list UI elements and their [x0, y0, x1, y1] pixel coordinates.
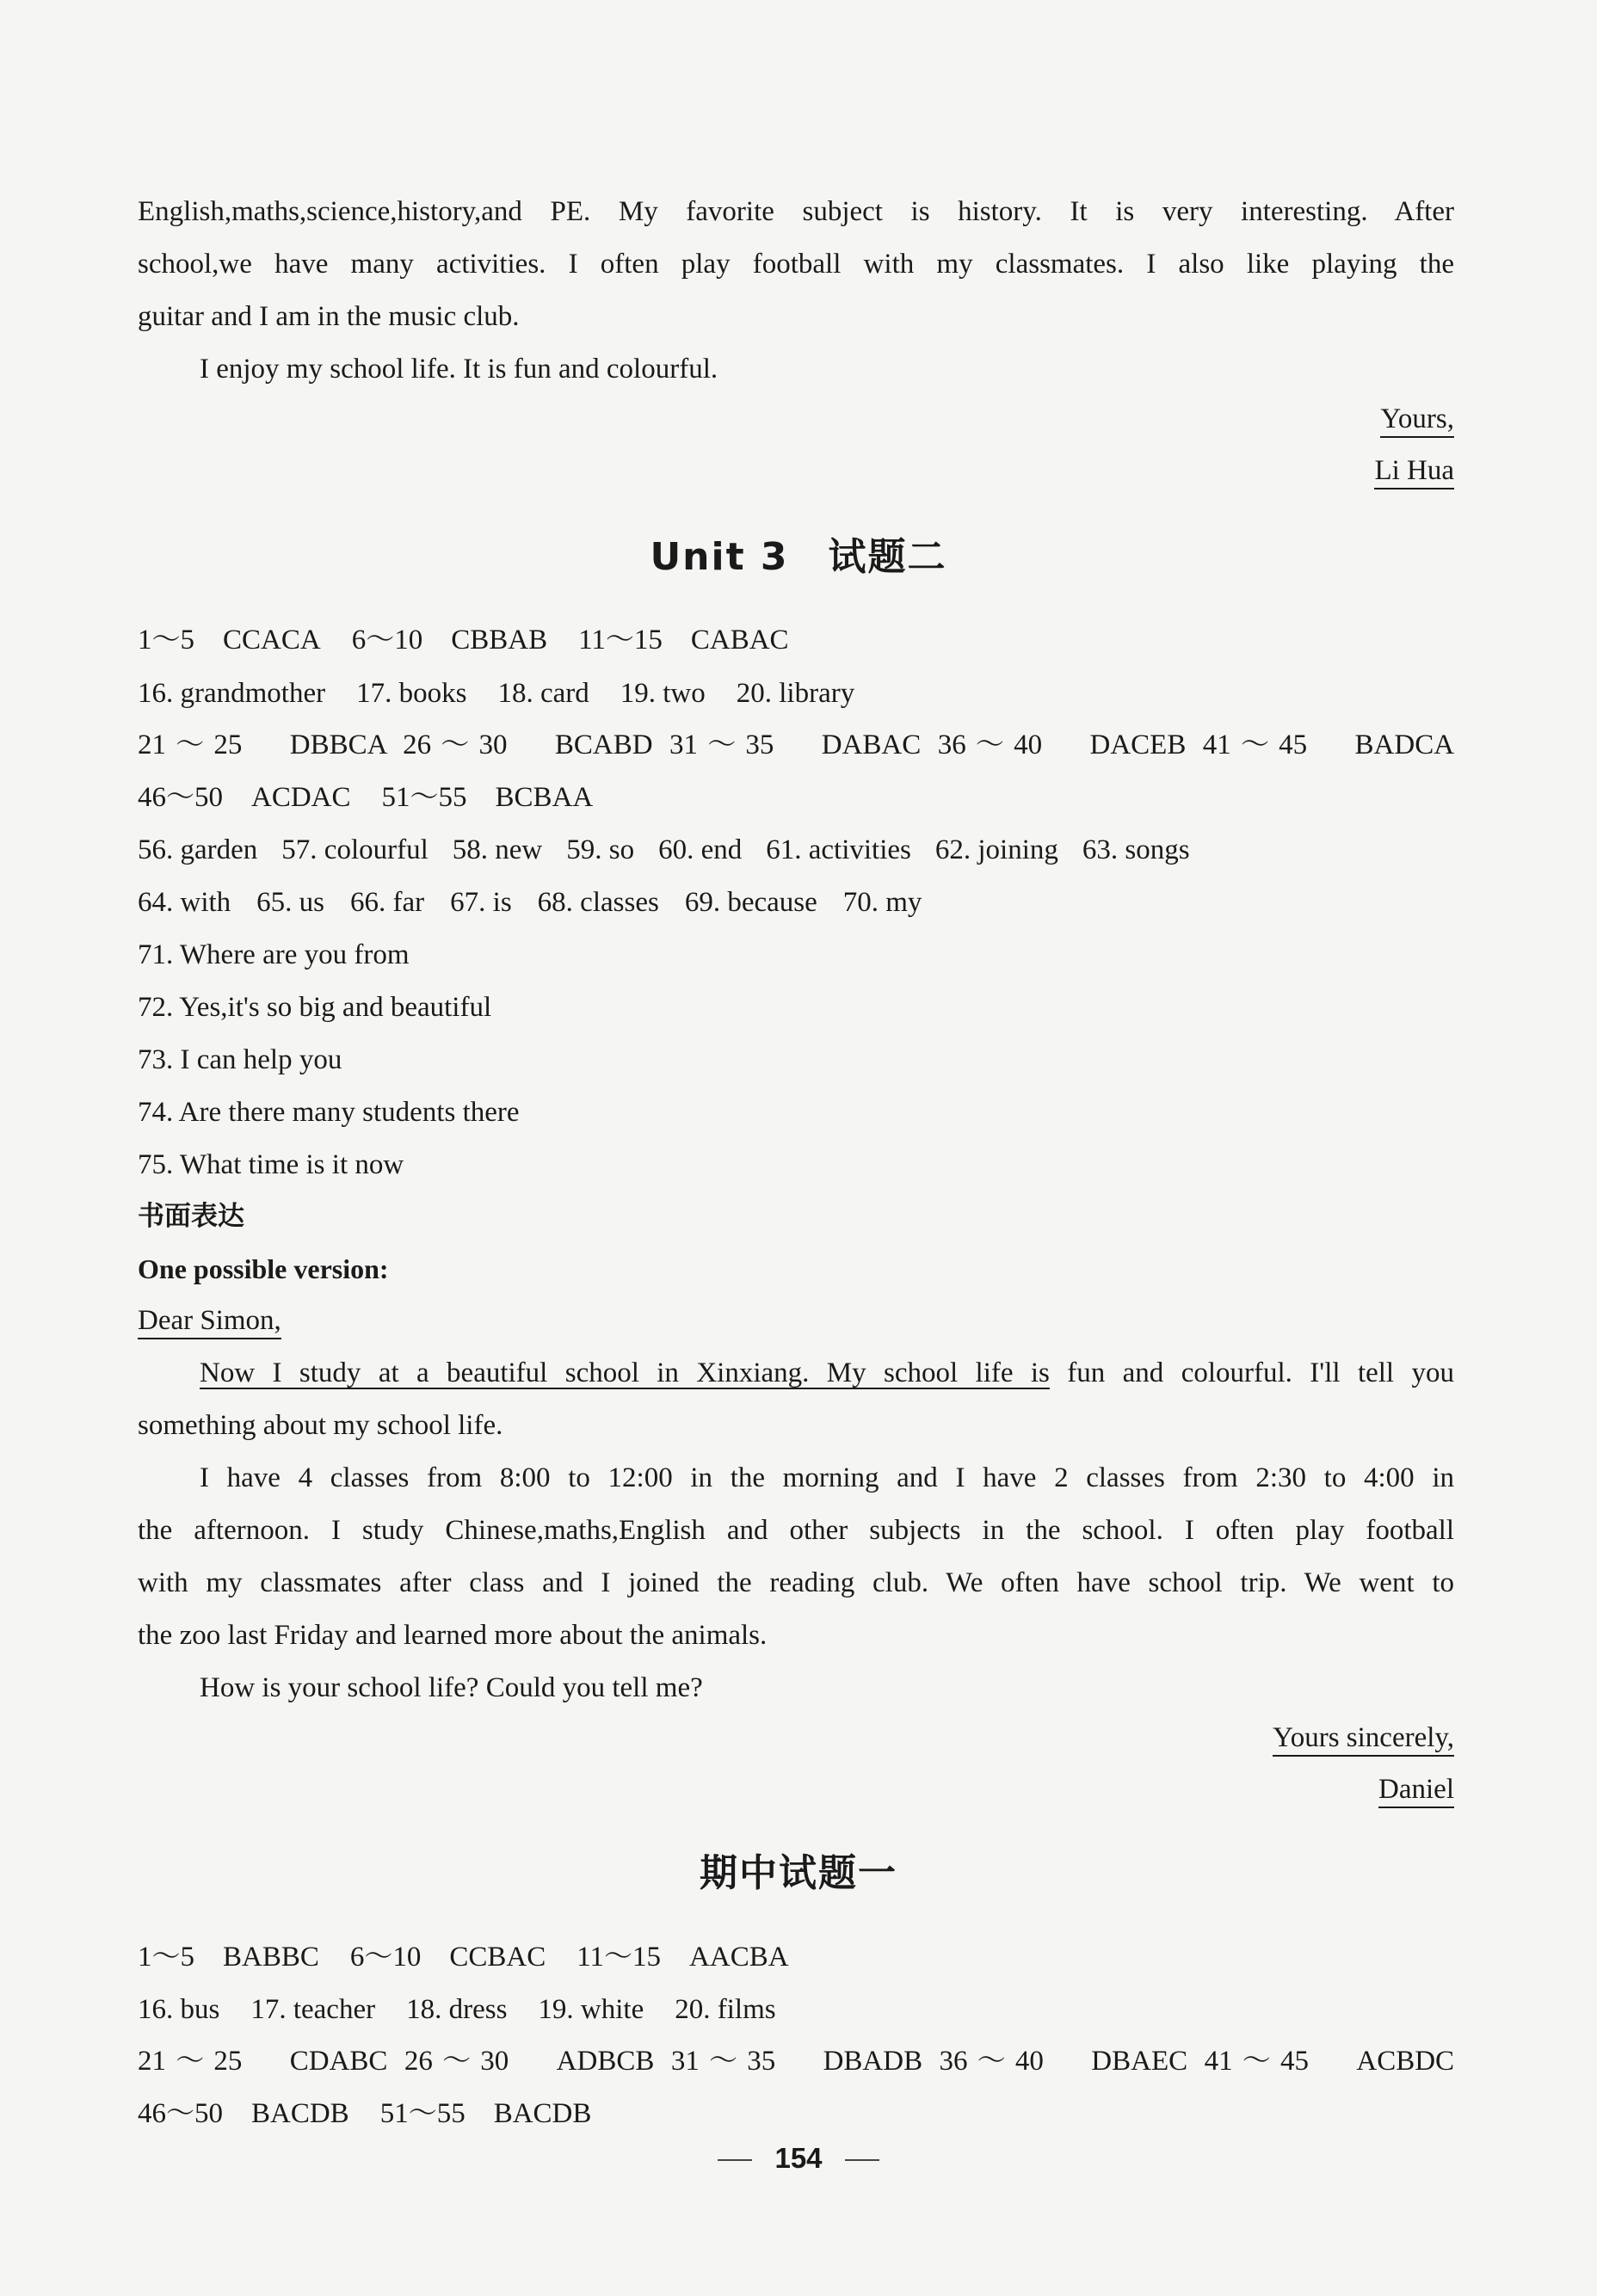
answer-item: 19. white	[538, 1994, 644, 2025]
salutation-line	[138, 1303, 1454, 1339]
answer-item: 67. is	[450, 887, 512, 918]
answer-group: 36～40 DACEB	[937, 729, 1187, 760]
midterm-row-3	[138, 2044, 1454, 2078]
letter-p3: How is your school life? Could you tell me?	[200, 1672, 703, 1703]
answer-item: 65. us	[256, 887, 325, 918]
answer-item: 18. card	[497, 678, 589, 709]
dash-left	[718, 2159, 752, 2161]
answer-item: 59. so	[566, 834, 635, 865]
answer-group: 21～25 DBBCA	[138, 729, 386, 760]
letter-p2-line3: with my classmates after class and I joined the reading club. We often have school trip. We went to	[138, 1567, 1454, 1598]
signature-daniel: Daniel	[1378, 1774, 1454, 1808]
answer-group: 11～15 CABAC	[578, 625, 789, 656]
midterm-title: 期中试题一	[700, 1851, 897, 1895]
intro-line-2: school,we have many activities. I often play football with my classmates. I also like playing the	[138, 249, 1454, 280]
intro-signoff	[138, 402, 1454, 438]
letter-p2-line2: the afternoon. I study Chinese,maths,English and other subjects in the school. I often play football	[138, 1515, 1454, 1546]
answer-group: 11～15 AACBA	[577, 1942, 789, 1973]
letter-p2-line4: the zoo last Friday and learned more about the animals.	[138, 1620, 768, 1651]
answer-item: 68. classes	[537, 887, 659, 918]
answer-group: 1～5 BABBC	[138, 1942, 319, 1973]
underlined-sentence: Now I study at a beautiful school in Xinxiang. My school life is	[200, 1357, 1050, 1388]
dash-right	[845, 2159, 879, 2161]
answer-group: 41～45 ACBDC	[1204, 2046, 1455, 2077]
answer-item: 70. my	[842, 887, 922, 918]
answer-item: 60. end	[658, 834, 743, 865]
unit3-row-4	[138, 780, 1454, 815]
answer-group: 51～55 BCBAA	[381, 782, 594, 813]
letter-p1-line2: something about my school life.	[138, 1410, 503, 1441]
answer-group: 46～50 BACDB	[138, 2098, 349, 2129]
answer-group: 36～40 DBAEC	[939, 2046, 1188, 2077]
answer-item: 19. two	[620, 678, 706, 709]
answer-group: 46～50 ACDAC	[138, 782, 351, 813]
unit3-row-6	[138, 885, 1454, 920]
answer-item: 16. bus	[138, 1994, 220, 2025]
midterm-row-1	[138, 1940, 1454, 1974]
unit3-title: Unit 3 试题二	[650, 535, 947, 579]
page-number-text: 154	[774, 2142, 823, 2174]
letter-p1-line1	[200, 1356, 1454, 1390]
sentence-73: 73. I can help you	[138, 1044, 342, 1075]
answer-group: 6～10 CBBAB	[351, 625, 548, 656]
answer-item: 63. songs	[1082, 834, 1190, 865]
sentence-74: 74. Are there many students there	[138, 1097, 520, 1128]
unit3-row-1	[138, 623, 1454, 657]
answer-group: 41～45 BADCA	[1202, 729, 1455, 760]
answer-item: 16. grandmother	[138, 678, 326, 709]
answer-group: 6～10 CCBAC	[349, 1942, 546, 1973]
writing-heading: 书面表达	[138, 1201, 244, 1232]
answer-group: 26～30 ADBCB	[404, 2046, 655, 2077]
answer-group: 21～25 CDABC	[138, 2046, 388, 2077]
midterm-row-2	[138, 1992, 1454, 2027]
answer-item: 57. colourful	[281, 834, 429, 865]
closing-yours: Yours,	[1380, 403, 1454, 438]
answer-item: 17. books	[356, 678, 467, 709]
intro-line-1: English,maths,science,history,and PE. My favorite subject is history. It is very interesting. After	[138, 196, 1454, 227]
answer-group: 1～5 CCACA	[138, 625, 321, 656]
answer-item: 61. activities	[766, 834, 911, 865]
unit3-row-3	[138, 728, 1454, 762]
answer-group: 31～35 DBADB	[670, 2046, 923, 2077]
answer-item: 20. library	[736, 678, 855, 709]
answer-item: 62. joining	[934, 834, 1058, 865]
answer-group: 26～30 BCABD	[403, 729, 653, 760]
answer-item: 66. far	[350, 887, 425, 918]
midterm-row-4	[138, 2096, 1454, 2131]
closing-yours-sincerely: Yours sincerely,	[1273, 1722, 1454, 1757]
signature-li-hua: Li Hua	[1374, 455, 1454, 489]
letter-closing	[138, 1720, 1454, 1757]
unit3-row-5	[138, 833, 1454, 867]
intro-signature	[138, 453, 1454, 489]
letter-signature	[138, 1772, 1454, 1808]
answer-item: 20. films	[675, 1994, 776, 2025]
unit3-row-2	[138, 676, 1454, 711]
answer-item: 58. new	[452, 834, 543, 865]
letter-p2-line1: I have 4 classes from 8:00 to 12:00 in the morning and I have 2 classes from 2:30 to 4:00 in	[200, 1462, 1454, 1493]
p1-rest: fun and colourful. I'll tell you	[1049, 1357, 1454, 1388]
version-label: One possible version:	[138, 1253, 389, 1284]
answer-item: 69. because	[684, 887, 817, 918]
page-number	[0, 2142, 1597, 2175]
intro-line-4: I enjoy my school life. It is fun and colourful.	[200, 354, 718, 385]
answer-item: 18. dress	[406, 1994, 508, 2025]
sentence-71: 71. Where are you from	[138, 939, 410, 970]
intro-line-3: guitar and I am in the music club.	[138, 301, 520, 332]
answer-item: 56. garden	[138, 834, 258, 865]
answer-group: 51～55 BACDB	[379, 2098, 592, 2129]
salutation: Dear Simon,	[138, 1305, 281, 1339]
answer-item: 64. with	[138, 887, 231, 918]
answer-group: 31～35 DABAC	[669, 729, 922, 760]
sentence-75: 75. What time is it now	[138, 1149, 404, 1180]
sentence-72: 72. Yes,it's so big and beautiful	[138, 992, 492, 1023]
answer-item: 17. teacher	[250, 1994, 376, 2025]
